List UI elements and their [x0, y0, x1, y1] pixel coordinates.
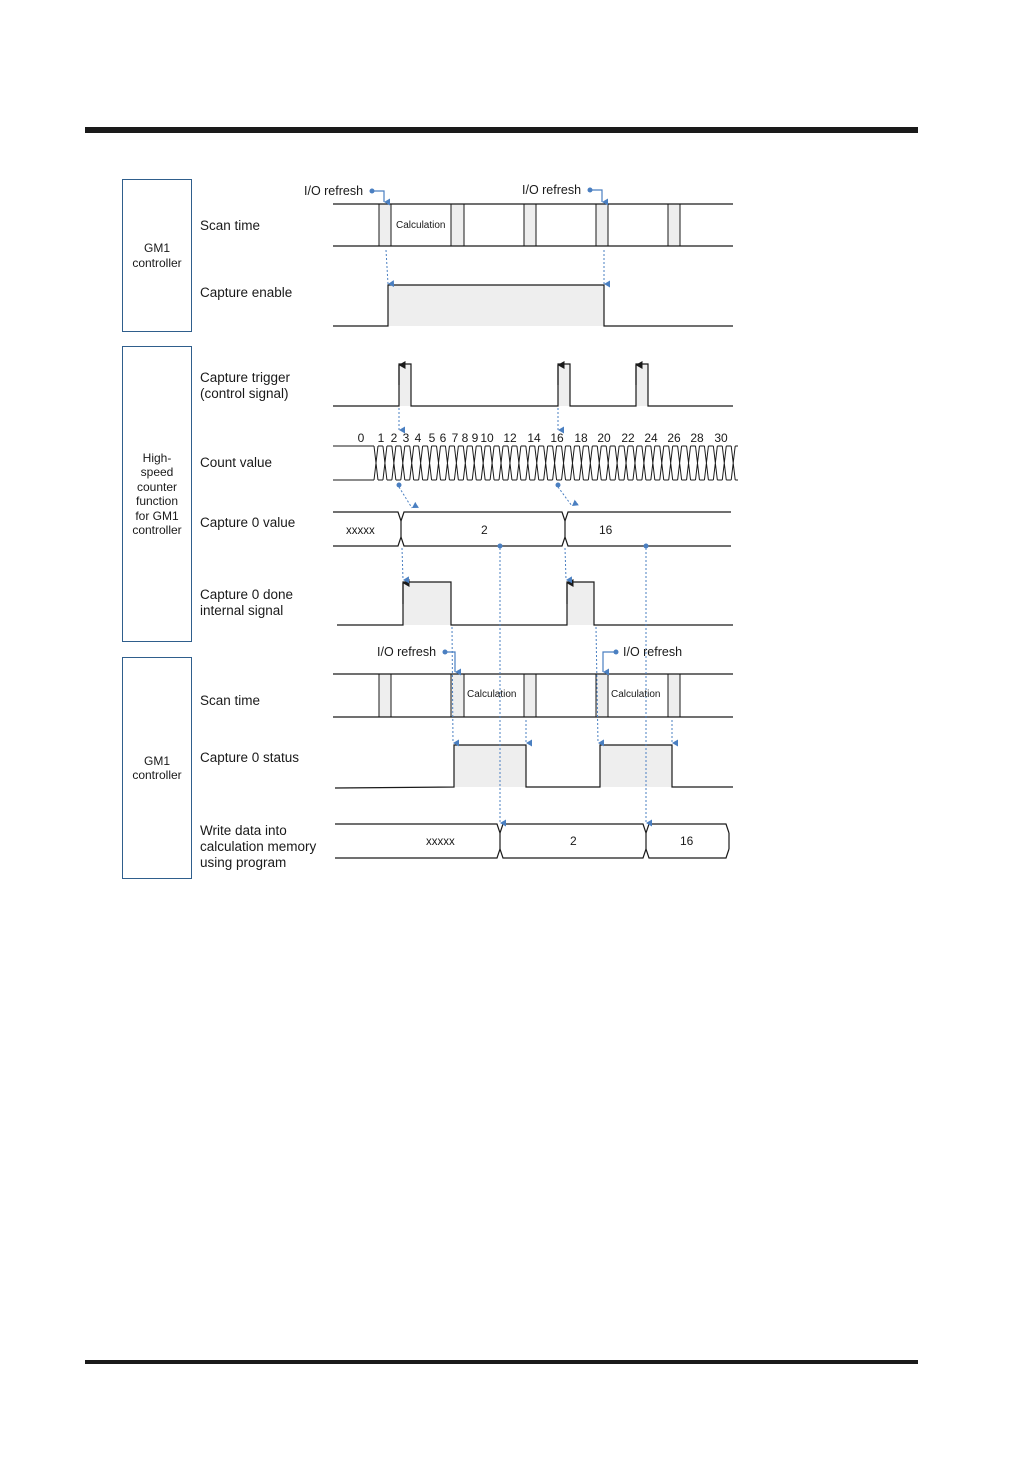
memory-value-1: 2 — [570, 834, 577, 848]
count-tick-label: 9 — [471, 431, 479, 445]
io-refresh-label: I/O refresh — [623, 645, 683, 659]
io-refresh-slot — [379, 204, 391, 246]
count-tick-label: 28 — [690, 431, 704, 445]
count-tick-label: 5 — [428, 431, 436, 445]
calc-slot — [668, 674, 680, 717]
calculation-label: Calculation — [611, 689, 661, 700]
signal-label-write-data: Write data into calculation memory using program — [200, 823, 317, 870]
trigger-pulse — [558, 364, 570, 406]
status-high — [454, 745, 526, 787]
calculation-label: Calculation — [467, 689, 517, 700]
done-pulse — [403, 582, 451, 625]
count-value-bus — [333, 446, 738, 480]
capture0-value-0: xxxxx — [346, 525, 375, 537]
io-refresh-label: I/O refresh — [522, 183, 582, 197]
calculation-label: Calculation — [396, 220, 446, 231]
count-tick-label: 10 — [480, 431, 494, 445]
signal-label-capture-trigger: Capture trigger (control signal) — [200, 370, 291, 401]
io-refresh-slot — [596, 204, 608, 246]
io-refresh-label: I/O refresh — [377, 645, 437, 659]
signal-label-scan-time-2: Scan time — [200, 693, 261, 708]
memory-value-2: 16 — [680, 834, 694, 848]
group-label: High- speed counter function for GM1 controller — [132, 450, 182, 537]
capture0-done-wave — [337, 582, 733, 625]
count-tick-label: 26 — [667, 431, 681, 445]
signal-label-capture0-status: Capture 0 status — [200, 750, 300, 765]
count-tick-label: 1 — [377, 431, 385, 445]
io-refresh-label: I/O refresh — [304, 184, 364, 198]
count-tick-label: 30 — [714, 431, 728, 445]
count-tick-label: 24 — [644, 431, 658, 445]
io-refresh-slot — [524, 204, 536, 246]
io-refresh-slot — [379, 674, 391, 717]
done-pulse — [567, 582, 594, 625]
count-tick-label: 4 — [414, 431, 422, 445]
capture-enable-high — [388, 285, 604, 326]
trigger-pulse — [399, 364, 411, 406]
count-tick-label: 6 — [439, 431, 447, 445]
capture0-status-wave — [335, 745, 733, 788]
count-tick-label: 12 — [503, 431, 517, 445]
footer-rule — [85, 1360, 918, 1364]
count-tick-label: 7 — [451, 431, 459, 445]
group-label: GM1 controller — [132, 753, 182, 782]
trigger-pulse — [636, 364, 648, 406]
calc-slot — [524, 674, 536, 717]
status-high — [600, 745, 672, 787]
count-tick-label: 20 — [597, 431, 611, 445]
calc-slot — [668, 204, 680, 246]
count-tick-label: 16 — [550, 431, 564, 445]
calc-slot — [451, 204, 464, 246]
count-tick-label: 2 — [390, 431, 398, 445]
memory-value-0: xxxxx — [426, 836, 455, 848]
signal-label-capture-enable: Capture enable — [200, 285, 293, 300]
signal-label-capture0-done: Capture 0 done internal signal — [200, 587, 294, 618]
signal-label-scan-time: Scan time — [200, 218, 261, 233]
count-tick-label: 18 — [574, 431, 588, 445]
signal-label-count-value: Count value — [200, 455, 273, 470]
io-refresh-slot — [596, 674, 608, 717]
capture-trigger-wave — [333, 364, 733, 406]
capture0-value-1: 2 — [481, 523, 488, 537]
count-tick-label: 8 — [461, 431, 469, 445]
group-label: GM1 controller — [132, 241, 182, 270]
count-tick-label: 0 — [357, 431, 365, 445]
count-tick-label: 22 — [621, 431, 635, 445]
count-tick-label: 14 — [527, 431, 541, 445]
capture0-value-2: 16 — [599, 523, 613, 537]
count-tick-label: 3 — [402, 431, 410, 445]
signal-label-capture0-value: Capture 0 value — [200, 515, 296, 530]
